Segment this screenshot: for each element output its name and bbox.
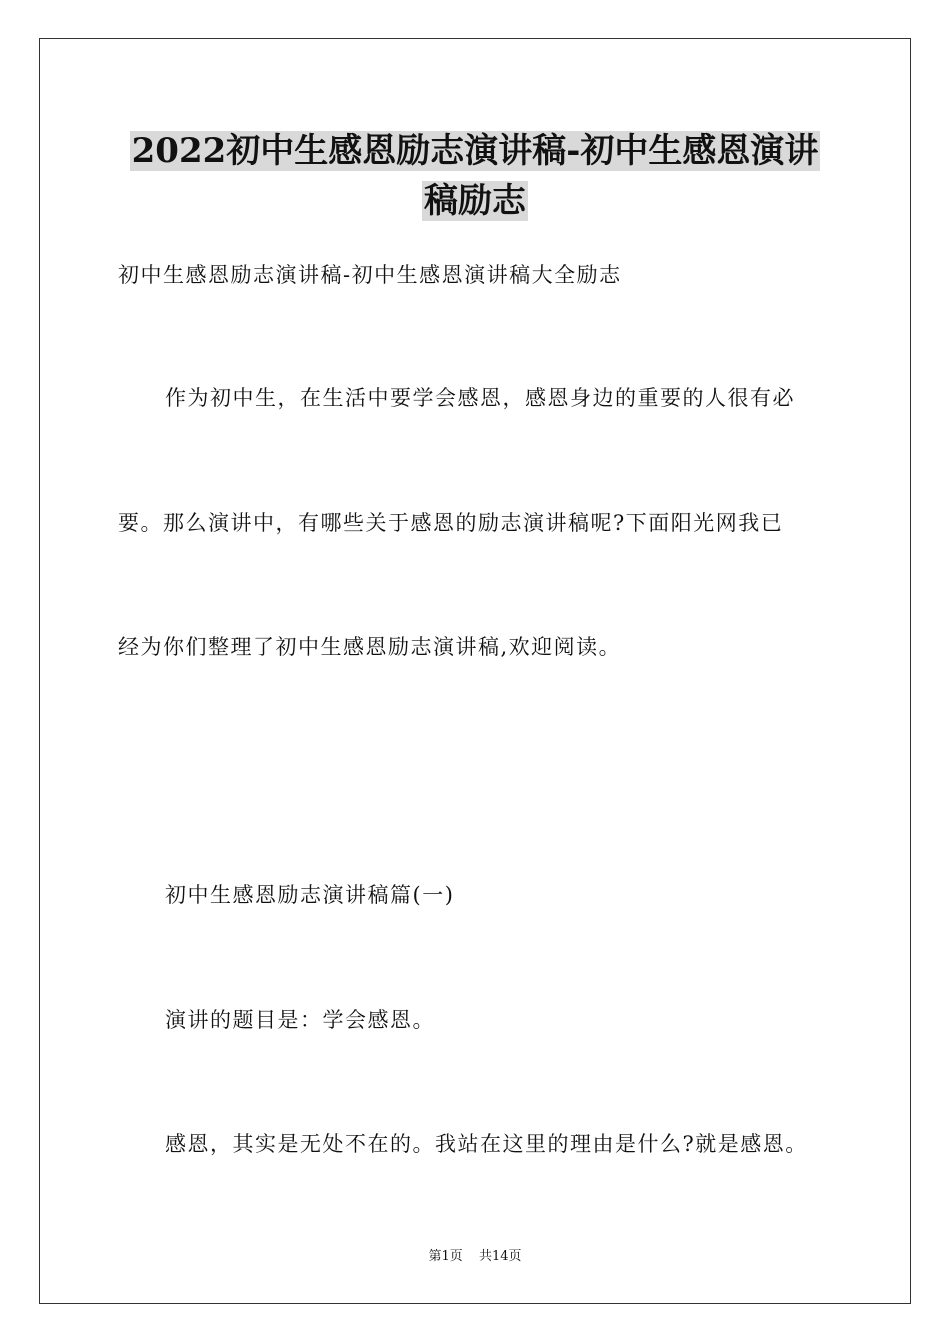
title-highlight-1: 2022初中生感恩励志演讲稿-初中生感恩演讲 <box>131 131 819 171</box>
title-highlight-2: 稿励志 <box>424 181 526 221</box>
document-title-line-1 <box>0 127 950 175</box>
paragraph-line: 要。那么演讲中，有哪些关于感恩的励志演讲稿呢?下面阳光网我已 <box>118 511 784 535</box>
document-title-line-2 <box>0 177 950 225</box>
page-number-current: 第1页 <box>428 1249 463 1264</box>
section-heading: 初中生感恩励志演讲稿篇(一) <box>165 883 455 907</box>
page-number-total: 共14页 <box>478 1249 522 1264</box>
paragraph-line: 经为你们整理了初中生感恩励志演讲稿,欢迎阅读。 <box>118 635 622 659</box>
subtitle-line: 初中生感恩励志演讲稿-初中生感恩演讲稿大全励志 <box>118 263 622 287</box>
page-border <box>39 38 911 1304</box>
paragraph-line: 感恩，其实是无处不在的。我站在这里的理由是什么?就是感恩。 <box>165 1132 808 1156</box>
paragraph-line: 演讲的题目是：学会感恩。 <box>165 1008 435 1032</box>
paragraph-line: 作为初中生，在生活中要学会感恩，感恩身边的重要的人很有必 <box>165 386 795 410</box>
page-footer <box>0 1248 950 1266</box>
